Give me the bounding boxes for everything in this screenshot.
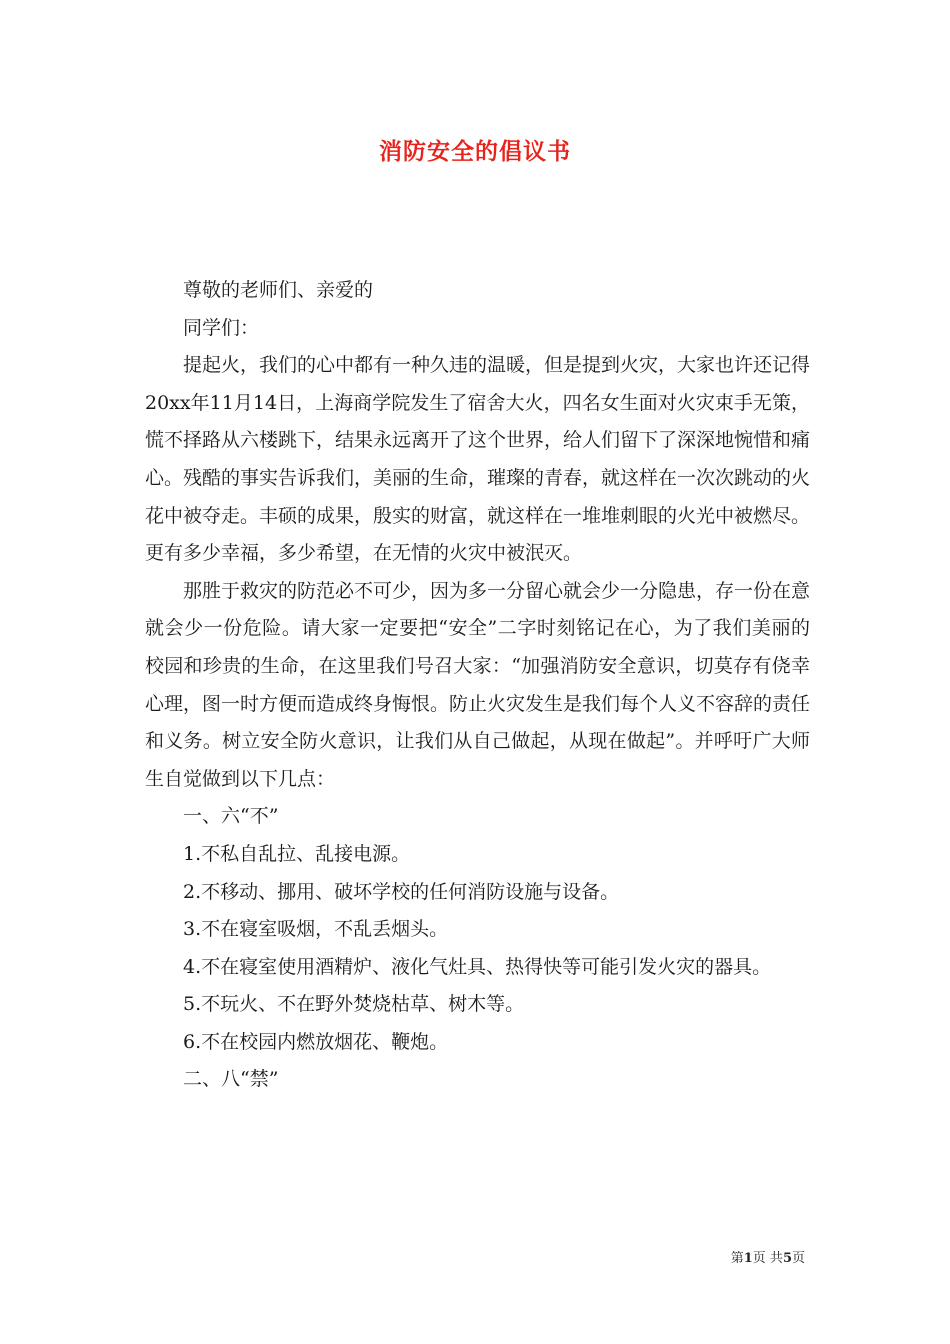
section-heading-eight-bans: 二、八“禁” [183,1068,279,1091]
document-body [145,272,810,1099]
list-item: 5.不玩火、不在野外焚烧枯草、树木等。 [183,993,525,1016]
list-item: 2.不移动、挪用、破坏学校的任何消防设施与设备。 [183,880,620,903]
footer-prefix: 第 [730,1251,744,1266]
current-page-number: 1 [743,1251,753,1266]
paragraph-appeal: 那胜于救灾的防范必不可少，因为多一分留心就会少一分隐患，存一份在意就会少一份危险。请大家一定要把“安全”二字时刻铭记在心，为了我们美丽的校园和珍贵的生命，在这里我们号召大家：“加强消防安全意识，切莫存有侥幸心理，图一时方便而造成终身悔恨。防止火灾发生是我们每个人义不容辞的责任和义务。树立安全防火意识，让我们从自己做起，从现在做起”。并呼吁广大师生自觉做到以下几点： [145,579,811,790]
list-item: 3.不在寝室吸烟，不乱丢烟头。 [183,918,449,941]
document-title: 消防安全的倡议书 [379,138,571,165]
total-pages-number: 5 [782,1251,792,1266]
salutation-line-1: 尊敬的老师们、亲爱的 [183,279,374,301]
paragraph-intro: 提起火，我们的心中都有一种久违的温暖，但是提到火灾，大家也许还记得20xx年11月14日，上海商学院发生了宿舍大火，四名女生面对火灾束手无策，慌不择路从六楼跳下，结果永远离开了这个世界，给人们留下了深深地惋惜和痛心。残酷的事实告诉我们，美丽的生命，璀璨的青春，就这样在一次次跳动的火花中被夺走。丰硕的成果，殷实的财富，就这样在一堆堆刺眼的火光中被燃尽。更有多少幸福，多少希望，在无情的火灾中被泯灭。 [145,354,811,565]
page-number-footer [731,1247,805,1266]
footer-middle: 页 共 [752,1251,783,1266]
salutation-line-2: 同学们： [183,316,260,339]
list-item: 6.不在校园内燃放烟花、鞭炮。 [183,1030,449,1053]
list-item: 1.不私自乱拉、乱接电源。 [183,842,411,865]
section-heading-six-nots: 一、六“不” [183,805,279,828]
footer-suffix: 页 [791,1251,805,1266]
list-item: 4.不在寝室使用酒精炉、液化气灶具、热得快等可能引发火灾的器具。 [183,955,772,978]
